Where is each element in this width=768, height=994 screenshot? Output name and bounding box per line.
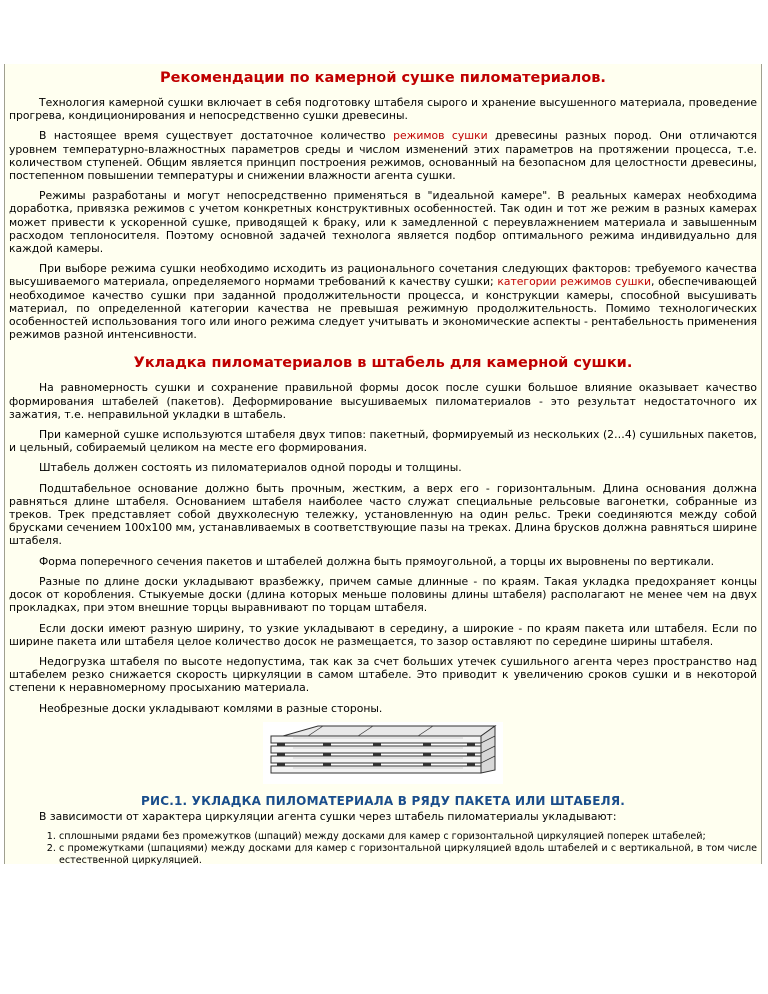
list-item: 1. сплошными рядами без промежутков (шпаций) между досками для камер с горизонтальной циркуляцией поперек штабелей; [59, 831, 757, 843]
list-item: 2. с промежутками (шпациями) между досками для камер с горизонтальной циркуляцией вдоль штабелей и с вертикальной, в том числе естественной циркуляцией. [59, 843, 757, 867]
paragraph: Форма поперечного сечения пакетов и штабелей должна быть прямоугольной, а торцы их выровнены по вертикали. [39, 554, 715, 568]
paragraph: В зависимости от характера циркуляции агента сушки через штабель пиломатериалы укладывают: [39, 809, 617, 823]
paragraph: Режимы разработаны и могут непосредственно применяться в "идеальной камере". В реальных камерах необходима доработка, привязка режимов с учетом конкретных конструктивных особенностей. Так один и тот же режим в разных камерах может привести к ускоренной сушке, приводящей к браку, или к замедленной с переувлажнением материала и завышенным расходом теплоносителя. Поэтому основной задачей технолога является подбор оптимального режима индивидуально для каждой камеры. [9, 189, 757, 256]
paragraph: Технология камерной сушки включает в себя подготовку штабеля сырого и хранение высушенного материала, проведение прогрева, кондиционирования и непосредственно сушки древесины. [9, 96, 757, 123]
figure-caption: РИС.1. УКЛАДКА ПИЛОМАТЕРИАЛА В РЯДУ ПАКЕТА ИЛИ ШТАБЕЛЯ. [140, 793, 626, 808]
paragraph: Недогрузка штабеля по высоте недопустима, так как за счет больших утечек сушильного агента через пространство над штабелем резко снижается скорость циркуляции в самом штабеле. Это приводит к увеличению сроков сушки и в некоторой степени к неравномерному просыханию материала. [9, 654, 757, 695]
text: В настоящее время существует достаточное количество [39, 129, 394, 143]
figure-stack-illustration [9, 722, 757, 788]
paragraph: На равномерность сушки и сохранение правильной формы досок после сушки большое влияние оказывает качество формирования штабелей (пакетов). Деформирование высушиваемых пиломатериалов - это результат недостаточного их зажатия, т.е. неправильной укладки в штабель. [9, 381, 757, 421]
paragraph [9, 129, 757, 182]
paragraph: Если доски имеют разную ширину, то узкие укладывают в середину, а широкие - по краям пакета или штабеля. Если по ширине пакета или штабеля целое количество досок не размещается, то зазор оставляют по середине ширины штабеля. [9, 621, 757, 648]
lumber-stack-image [263, 722, 503, 784]
text: При выборе режима сушки необходимо исходить из рационального сочетания следующих факторов: требуемого качества высушиваемого материала, определяемого нормами требований к качеству сушки; [9, 262, 757, 289]
section-title-stacking: Укладка пиломатериалов в штабель для камерной сушки. [133, 355, 633, 372]
paragraph [9, 262, 757, 341]
drying-modes-link[interactable]: режимов сушки [393, 129, 488, 143]
paragraph: Подштабельное основание должно быть прочным, жестким, а верх его - горизонтальным. Длина основания должна равняться длине штабеля. Основанием штабеля наиболее часто служат специальные рельсовые вагонетки, собранные из треков. Трек представляет собой двухколесную тележку, установленную на один рельс. Треки соединяются между собой брусками сечением 100х100 мм, устанавливаемых в соответствующие пазы на треках. Длина брусков должна равняться ширине штабеля. [9, 481, 757, 548]
text: , обеспечивающей необходимое качество сушки при заданной продолжительности процесса, и конструкции камеры, способной высушивать материал, по определенной категории качества не превышая режимную продолжительность. Помимо технологических особенностей использования того или иного режима следует учитывать и экономические аспекты - рентабельность применения режимов разной интенсивности. [9, 275, 758, 342]
article-container [4, 64, 762, 864]
stacking-methods-list [9, 831, 757, 867]
paragraph: Разные по длине доски укладывают вразбежку, причем самые длинные - по краям. Такая укладка предохраняет концы досок от коробления. Стыкуемые доски (длина которых меньше половины длины штабеля) располагают не менее чем на двух прокладках, при этом внешние торцы выравнивают по торцам штабеля. [9, 574, 757, 615]
text: древесины разных пород. Они отличаются уровнем температурно-влажностных параметров среды и числом изменений этих параметров на протяжении процесса, т.е. количеством ступеней. Общим является принцип построения режимов, основанный на безопасном для целостности древесины, постепенном повышении температуры и снижении влажности агента сушки. [9, 129, 758, 183]
section-title-drying: Рекомендации по камерной сушке пиломатериалов. [160, 70, 606, 86]
drying-mode-categories-link[interactable]: категории режимов сушки [497, 275, 652, 289]
paragraph: Необрезные доски укладывают комлями в разные стороны. [39, 701, 383, 715]
paragraph: Штабель должен состоять из пиломатериалов одной породы и толщины. [39, 461, 462, 475]
paragraph: При камерной сушке используются штабеля двух типов: пакетный, формируемый из нескольких (2…4) сушильных пакетов, и цельный, собираемый целиком на месте его формирования. [9, 428, 757, 455]
